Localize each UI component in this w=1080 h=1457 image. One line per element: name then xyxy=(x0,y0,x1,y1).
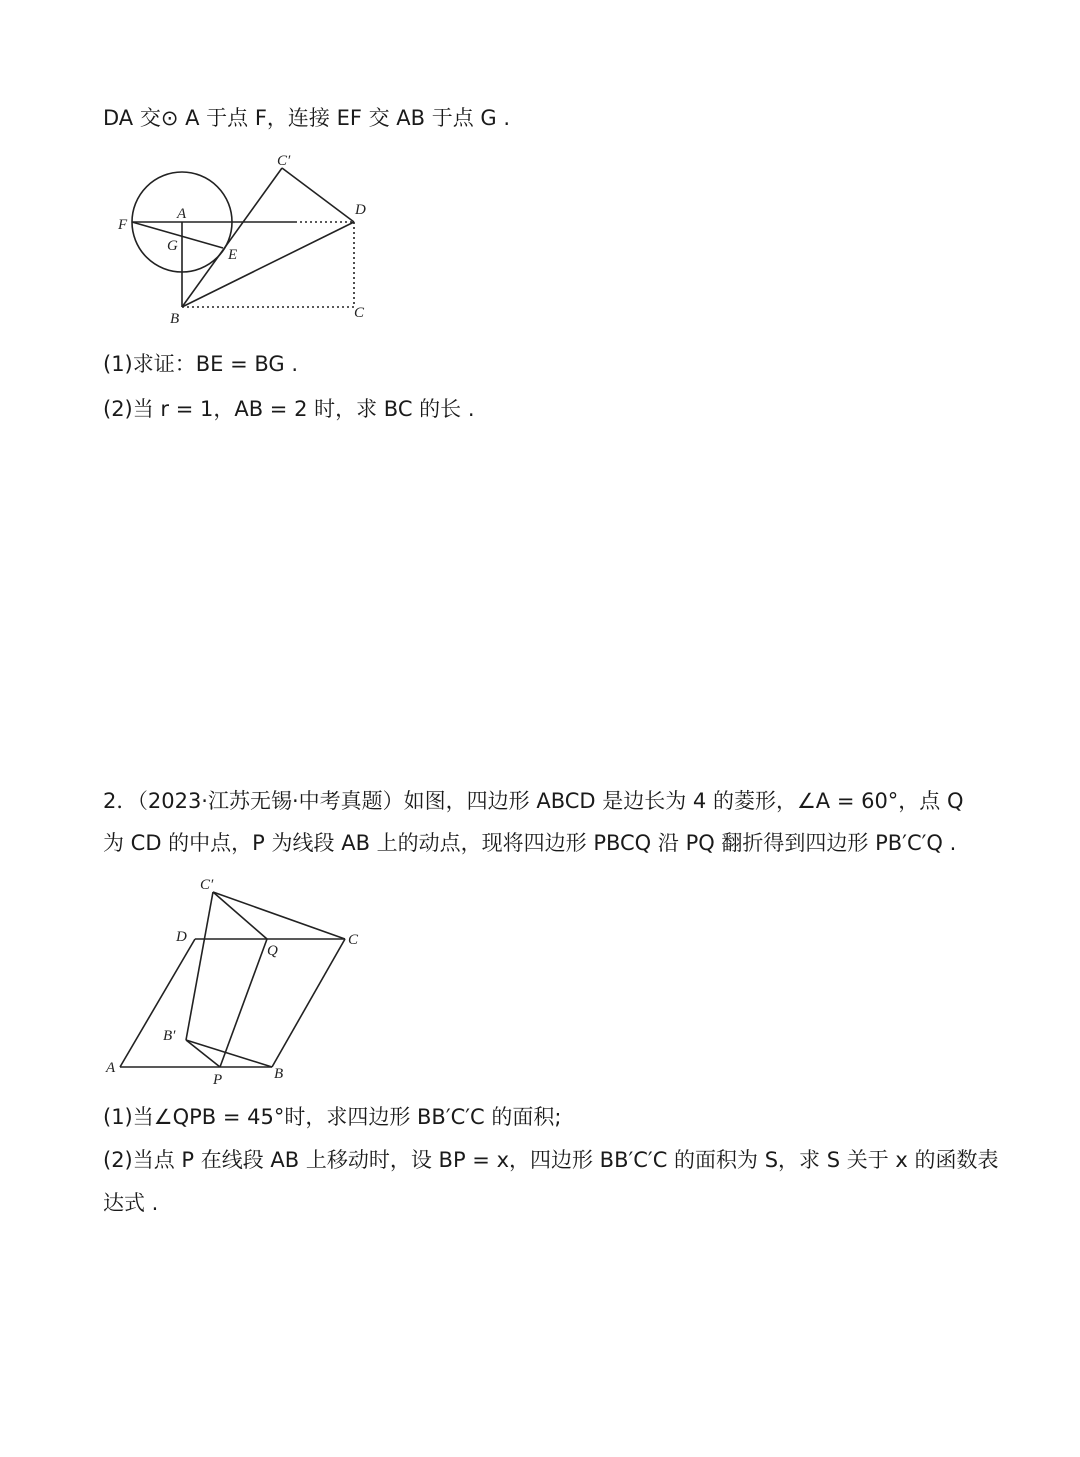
problem1-intro: DA 交⊙ A 于点 F，连接 EF 交 AB 于点 G . xyxy=(103,106,511,130)
problem2-question1: (1)当∠QPB = 45°时，求四边形 BB′C′C 的面积; xyxy=(103,1105,562,1129)
problem2-figure xyxy=(100,872,370,1087)
segment-c-prime-c xyxy=(213,892,345,939)
label-q: Q xyxy=(267,943,278,959)
label-b-prime: B′ xyxy=(163,1028,176,1044)
label-b: B xyxy=(274,1066,284,1082)
segment-cb xyxy=(272,939,345,1067)
label-p: P xyxy=(213,1072,223,1087)
segment-bc-prime xyxy=(182,168,282,307)
problem2-question2-line1: (2)当点 P 在线段 AB 上移动时，设 BP = x，四边形 BB′C′C 的面积为 S，求 S 关于 x 的函数表 xyxy=(103,1148,999,1172)
label-b: B xyxy=(170,311,180,325)
label-c: C xyxy=(354,305,365,321)
problem2-question2-line2: 达式 . xyxy=(103,1191,159,1215)
label-e: E xyxy=(228,247,238,263)
problem2-stem-line2: 为 CD 的中点，P 为线段 AB 上的动点，现将四边形 PBCQ 沿 PQ 翻折得到四边形 PB′C′Q . xyxy=(103,831,957,855)
segment-ad xyxy=(120,939,195,1067)
label-f: F xyxy=(118,217,128,233)
segment-pq xyxy=(220,939,267,1067)
segment-b-prime-c-prime xyxy=(186,892,213,1040)
label-d: D xyxy=(355,202,366,218)
label-g: G xyxy=(167,238,178,254)
problem2-stem-line1: 2．（2023·江苏无锡·中考真题）如图，四边形 ABCD 是边长为 4 的菱形，∠A = 60°，点 Q xyxy=(103,789,964,813)
segment-c-prime-d xyxy=(282,168,354,222)
segment-p-b-prime xyxy=(186,1040,220,1067)
label-a: A xyxy=(177,206,187,222)
label-c-prime: C′ xyxy=(200,877,214,893)
problem1-figure xyxy=(110,150,380,325)
label-d: D xyxy=(176,929,187,945)
label-c-prime: C′ xyxy=(277,153,291,169)
problem1-question1: (1)求证：BE = BG . xyxy=(103,352,299,376)
label-a: A xyxy=(106,1060,116,1076)
label-c: C xyxy=(348,932,359,948)
problem1-question2: (2)当 r = 1，AB = 2 时，求 BC 的长 . xyxy=(103,397,475,421)
segment-c-prime-q xyxy=(213,892,267,939)
